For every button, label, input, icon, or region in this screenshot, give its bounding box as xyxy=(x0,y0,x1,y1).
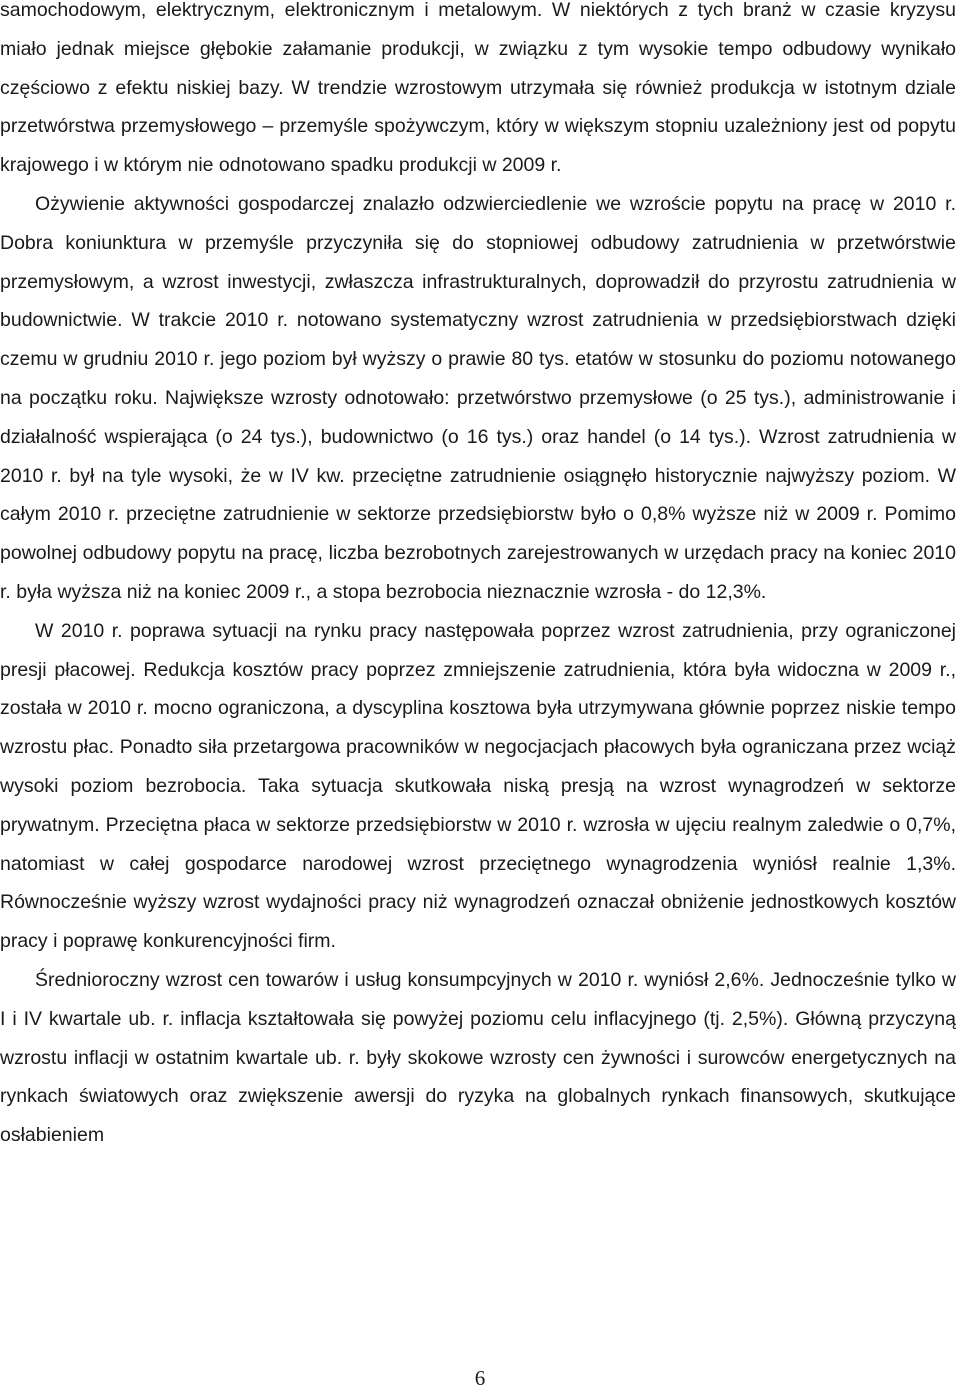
paragraph-wages: W 2010 r. poprawa sytuacji na rynku pracy następowała poprzez wzrost zatrudnienia, przy ograniczonej presji płacowej. Redukcja kosztów pracy poprzez zmniejszenie zatrudnienia, która była widoczna w 2009 r., została w 2010 r. mocno ograniczona, a dyscyplina kosztowa była utrzymywana głównie poprzez niskie tempo wzrostu płac. Ponadto siła przetargowa pracowników w negocjacjach płacowych była ograniczana przez wciąż wysoki poziom bezrobocia. Taka sytuacja skutkowała niską presją na wzrost wynagrodzeń w sektorze prywatnym. Przeciętna płaca w sektorze przedsiębiorstw w 2010 r. wzrosła w ujęciu realnym zaledwie o 0,7%, natomiast w całej gospodarce narodowej wzrost przeciętnego wynagrodzenia wyniósł realnie 1,3%. Równocześnie wyższy wzrost wydajności pracy niż wynagrodzeń oznaczał obniżenie jednostkowych kosztów pracy i poprawę konkurencyjności firm. xyxy=(0,619,956,953)
page-number: 6 xyxy=(474,1366,486,1390)
paragraph-continuation: samochodowym, elektrycznym, elektronicznym i metalowym. W niektórych z tych branż w czasie kryzysu miało jednak miejsce głębokie załamanie produkcji, w związku z tym wysokie tempo odbudowy wynikało częściowo z efektu niskiej bazy. W trendzie wzrostowym utrzymała się również produkcja w istotnym dziale przetwórstwa przemysłowego – przemyśle spożywczym, który w większym stopniu uzależniony jest od popytu krajowego i w którym nie odnotowano spadku produkcji w 2009 r. xyxy=(0,0,956,177)
paragraph-inflation: Średnioroczny wzrost cen towarów i usług konsumpcyjnych w 2010 r. wyniósł 2,6%. Jednocześnie tylko w I i IV kwartale ub. r. inflacja kształtowała się powyżej poziomu celu inflacyjnego (tj. 2,5%). Główną przyczyną wzrostu inflacji w ostatnim kwartale ub. r. były skokowe wzrosty cen żywności i surowców energetycznych na rynkach światowych oraz zwiększenie awersji do ryzyka na globalnych rynkach finansowych, skutkujące osłabieniem xyxy=(0,968,956,1147)
paragraph-labour-market: Ożywienie aktywności gospodarczej znalazło odzwierciedlenie we wzroście popytu na pracę w 2010 r. Dobra koniunktura w przemyśle przyczyniła się do stopniowej odbudowy zatrudnienia w przetwórstwie przemysłowym, a wzrost inwestycji, zwłaszcza infrastrukturalnych, doprowadził do przyrostu zatrudnienia w budownictwie. W trakcie 2010 r. notowano systematyczny wzrost zatrudnienia w przedsiębiorstwach dzięki czemu w grudniu 2010 r. jego poziom był wyższy o prawie 80 tys. etatów w stosunku do poziomu notowanego na początku roku. Największe wzrosty odnotowało: przetwórstwo przemysłowe (o 25 tys.), administrowanie i działalność wspierająca (o 24 tys.), budownictwo (o 16 tys.) oraz handel (o 14 tys.). Wzrost zatrudnienia w 2010 r. był na tyle wysoki, że w IV kw. przeciętne zatrudnienie osiągnęło historycznie najwyższy poziom. W całym 2010 r. przeciętne zatrudnienie w sektorze przedsiębiorstw było o 0,8% wyższe niż w 2009 r. Pomimo powolnej odbudowy popytu na pracę, liczba bezrobotnych zarejestrowanych w urzędach pracy na koniec 2010 r. była wyższa niż na koniec 2009 r., a stopa bezrobocia nieznacznie wzrosła - do 12,3%. xyxy=(0,192,956,603)
